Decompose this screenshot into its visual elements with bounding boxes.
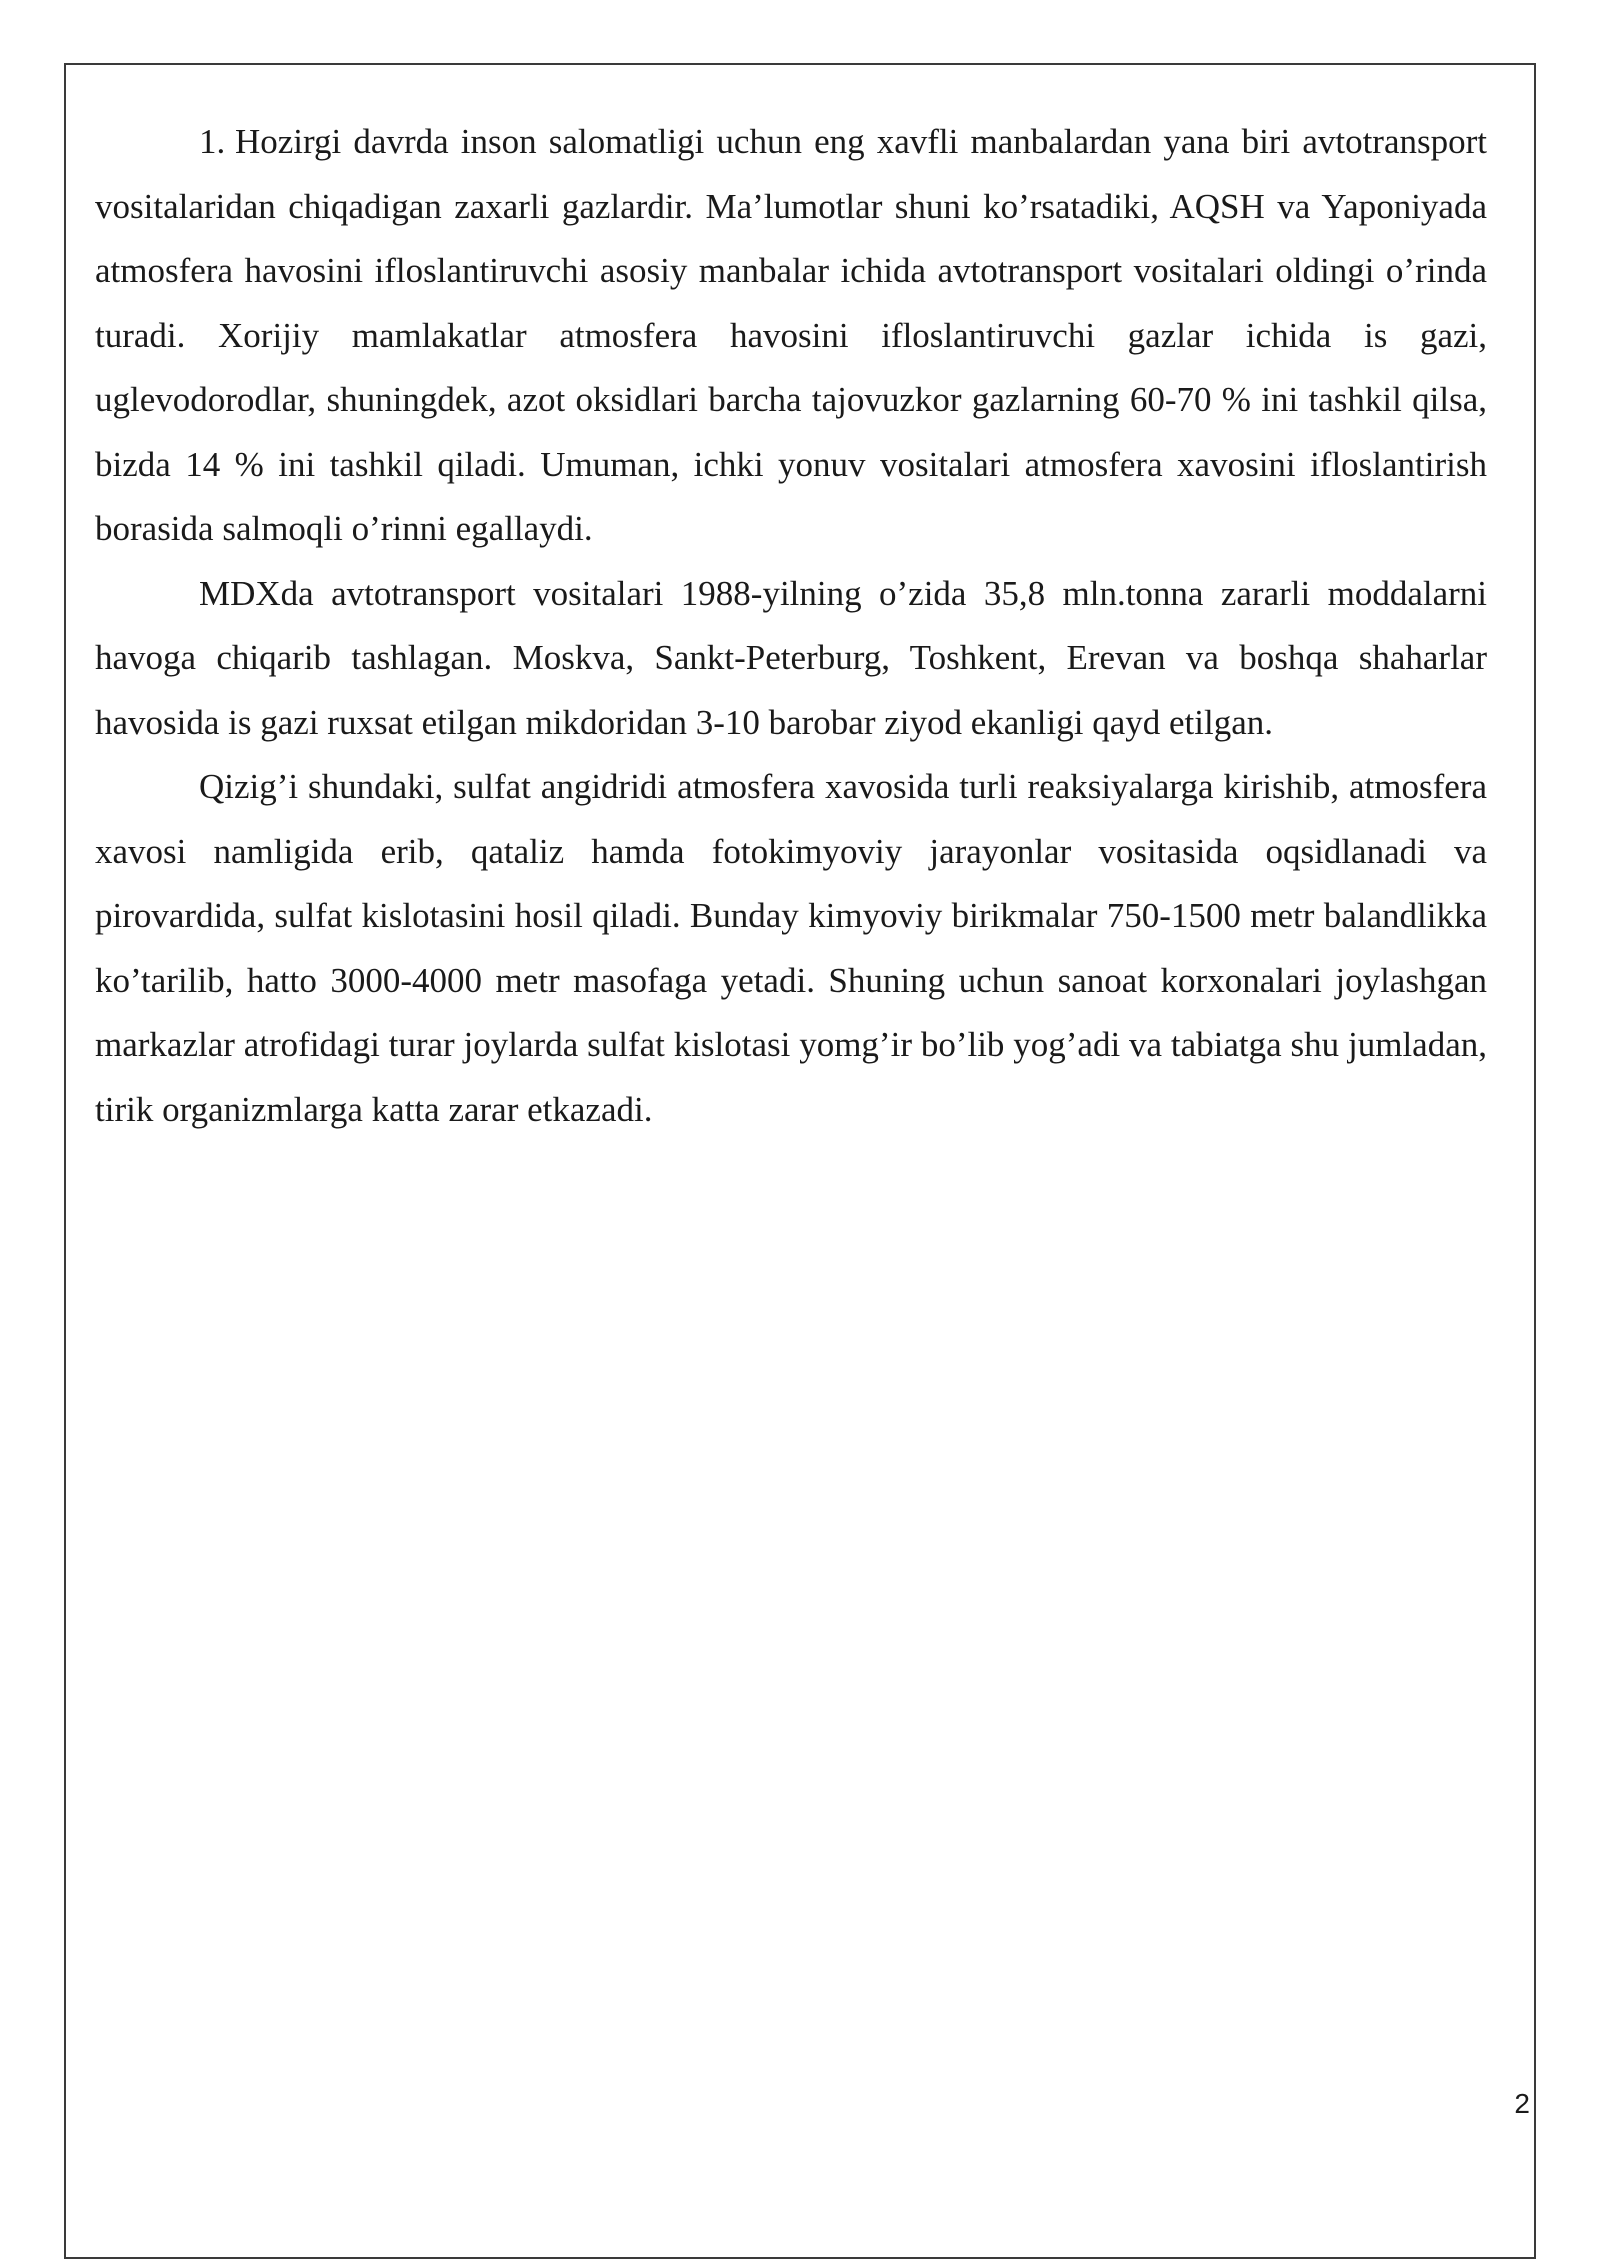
page-number: 2 xyxy=(1514,2088,1530,2119)
document-body xyxy=(95,110,1487,1142)
paragraph-text: MDXda avtotransport vositalari 1988-yilning o’zida 35,8 mln.tonna zararli moddalarni havoga chiqarib tashlagan. Moskva, Sankt-Peterburg, Toshkent, Erevan va boshqa shaharlar havosida is gazi ruxsat etilgan mikdoridan 3-10 barobar ziyod ekanligi qayd etilgan. xyxy=(95,573,1487,742)
paragraph-1 xyxy=(95,110,1487,562)
paragraph-text: Qizig’i shundaki, sulfat angidridi atmosfera xavosida turli reaksiyalarga kirishib, atmosfera xavosi namligida erib, qataliz hamda fotokimyoviy jarayonlar vositasida oqsidlanadi va pirovardida, sulfat kislotasini hosil qiladi. Bunday kimyoviy birikmalar 750-1500 metr balandlikka ko’tarilib, hatto 3000-4000 metr masofaga yetadi. Shuning uchun sanoat korxonalari joylashgan markazlar atrofidagi turar joylarda sulfat kislotasi yomg’ir bo’lib yog’adi va tabiatga shu jumladan, tirik organizmlarga katta zarar etkazadi. xyxy=(95,767,1487,1129)
paragraph-3 xyxy=(95,755,1487,1142)
paragraph-number: 1. xyxy=(199,122,226,161)
paragraph-2 xyxy=(95,562,1487,756)
paragraph-text: Hozirgi davrda inson salomatligi uchun eng xavfli manbalardan yana biri avtotransport vositalaridan chiqadigan zaxarli gazlardir. Ma’lumotlar shuni ko’rsatadiki, AQSH va Yaponiyada atmosfera havosini ifloslantiruvchi asosiy manbalar ichida avtotransport vositalari oldingi o’rinda turadi. Xorijiy mamlakatlar atmosfera havosini ifloslantiruvchi gazlar ichida is gazi, uglevodorodlar, shuningdek, azot oksidlari barcha tajovuzkor gazlarning 60-70 % ini tashkil qilsa, bizda 14 % ini tashkil qiladi. Umuman, ichki yonuv vositalari atmosfera xavosini ifloslantirish borasida salmoqli o’rinni egallaydi. xyxy=(95,122,1487,548)
